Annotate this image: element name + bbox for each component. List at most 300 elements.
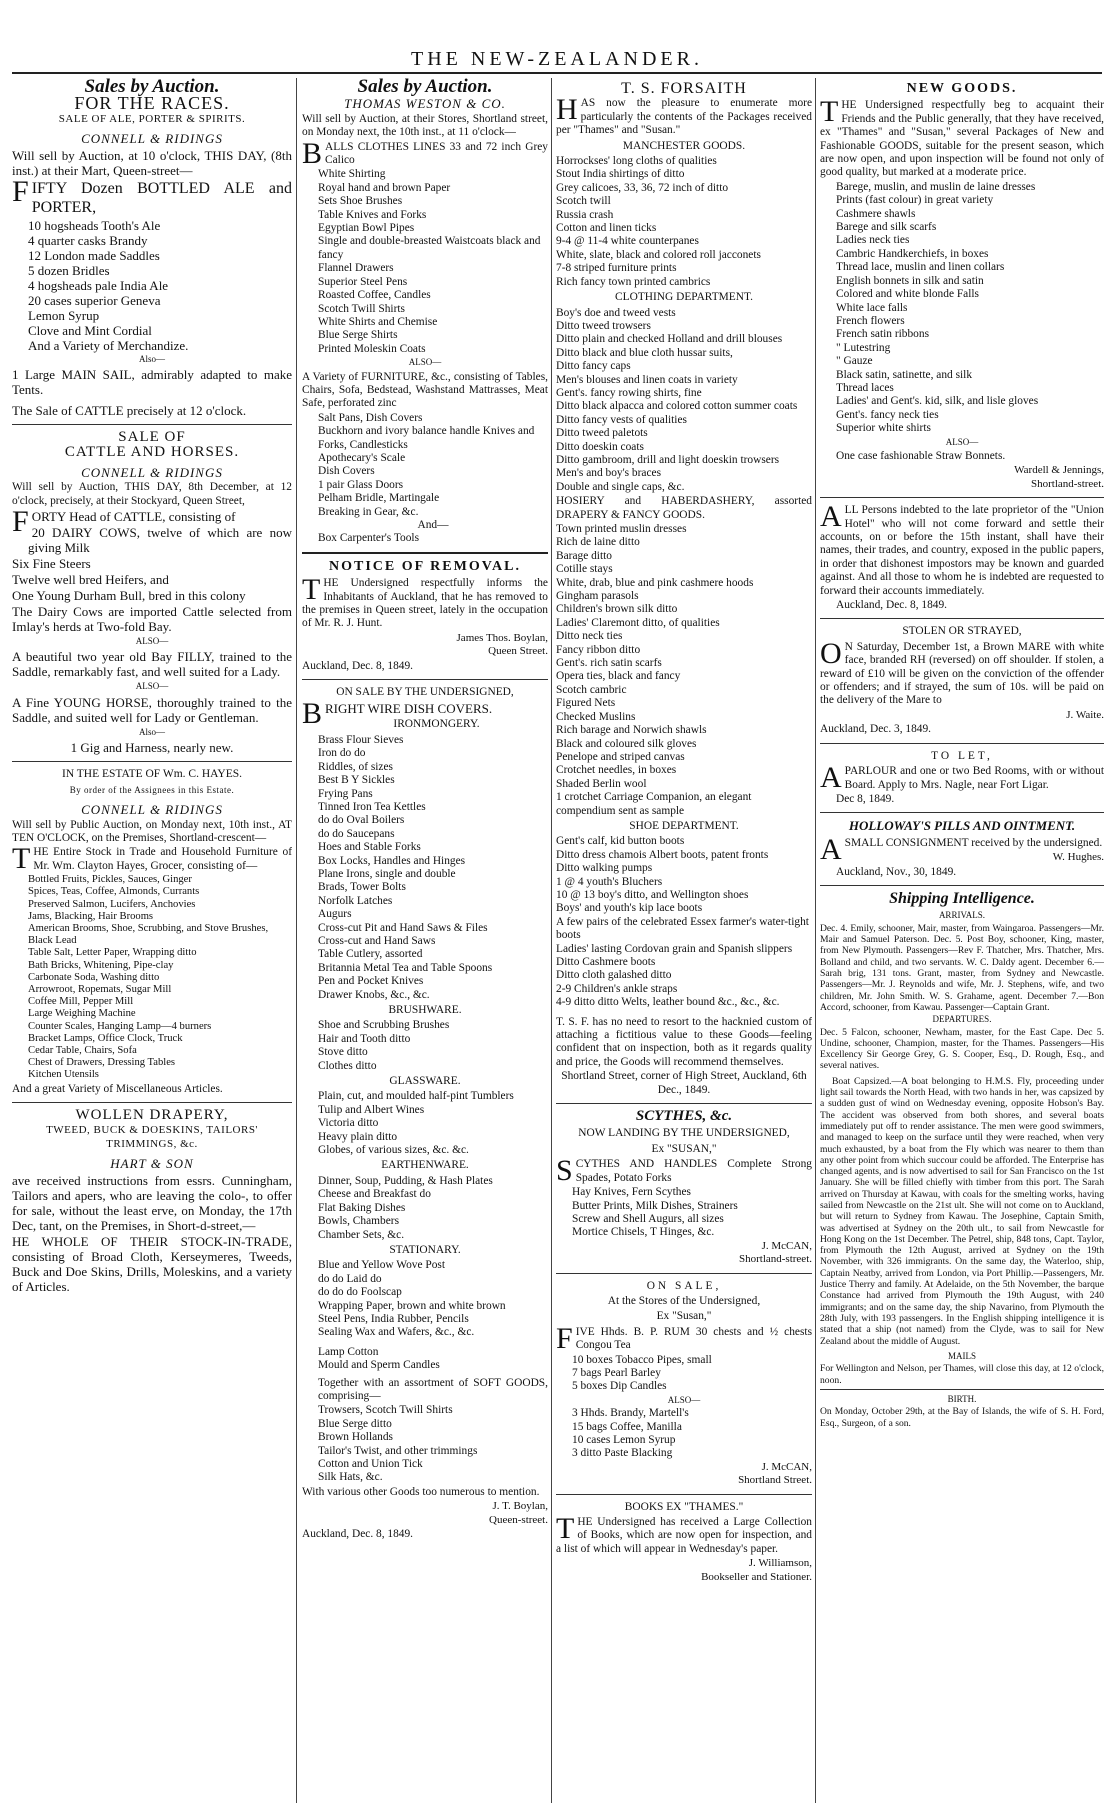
list-item: Butter Prints, Milk Dishes, Strainers bbox=[572, 1199, 738, 1212]
list-item: Boys' and youth's kip lace boots bbox=[556, 902, 703, 915]
list-item: Gent's. rich satin scarfs bbox=[556, 657, 662, 670]
list-item: Bracket Lamps, Office Clock, Truck bbox=[28, 1032, 183, 1044]
list-item: Lemon Syrup bbox=[28, 307, 100, 323]
list-item: do do Saucepans bbox=[318, 827, 395, 840]
list-item: Ditto Cashmere boots bbox=[556, 956, 656, 968]
list-item: Plane Irons, single and double bbox=[318, 867, 456, 880]
list-item: 1 crotchet Carriage Companion, an elegant compendium sent as sample bbox=[556, 791, 752, 817]
also-label: ALSO— bbox=[408, 357, 442, 368]
races-title: FOR THE RACES. bbox=[74, 93, 230, 114]
list-item: Table Cutlery, assorted bbox=[318, 948, 423, 961]
list-item: Brass Flour Sieves bbox=[318, 733, 404, 746]
section-heading: Sales by Auction. bbox=[84, 78, 220, 97]
divider bbox=[556, 1273, 812, 1274]
list-item: Scotch cambric bbox=[556, 683, 627, 696]
onsale-title: ON SALE, bbox=[646, 1279, 722, 1292]
list-item: Ditto plain and checked Holland and drill blouses bbox=[556, 333, 783, 346]
list-item: Tulip and Albert Wines bbox=[318, 1103, 425, 1116]
list-item: Victoria ditto bbox=[318, 1117, 379, 1130]
list-item: do do Laid do bbox=[318, 1272, 382, 1285]
cattle-note: The Sale of CATTLE precisely at 12 o'clock. bbox=[12, 403, 247, 419]
list-item: Brads, Tower Bolts bbox=[318, 881, 406, 894]
list-item: Dish Covers bbox=[318, 465, 375, 478]
list-item: Single and double-breasted Waistcoats black and fancy bbox=[318, 235, 541, 261]
list-item: Cheese and Breakfast do bbox=[318, 1188, 431, 1201]
column-divider bbox=[815, 78, 816, 1803]
list-item: English bonnets in silk and satin bbox=[836, 274, 984, 287]
list-item: Cotton and Union Tick bbox=[318, 1458, 423, 1470]
list-item: 1 @ 4 youth's Bluchers bbox=[556, 875, 663, 888]
list-item: Cross-cut and Hand Saws bbox=[318, 934, 436, 947]
list-item: Bath Bricks, Whitening, Pipe-clay bbox=[28, 959, 174, 971]
also-label: ALSO— bbox=[667, 1394, 701, 1405]
list-item: Ditto doeskin coats bbox=[556, 440, 644, 453]
brushware-items bbox=[302, 1019, 548, 1073]
removal-title: NOTICE OF REMOVAL. bbox=[329, 558, 521, 574]
removal-body: THE Undersigned respectfully informs the Inhabitants of Auckland, that he has removed to the premises in Queen street, lately in the occupation of Mr. R. J. Hunt. bbox=[302, 573, 548, 630]
list-item: " Lutestring bbox=[836, 341, 891, 354]
list-item: Best B Y Sickles bbox=[318, 774, 395, 787]
list-item: 3 ditto Paste Blacking bbox=[572, 1447, 673, 1460]
list-item: Blue Serge ditto bbox=[318, 1417, 392, 1430]
divider bbox=[820, 1389, 1104, 1390]
list-item: Chamber Sets, &c. bbox=[318, 1228, 405, 1241]
category-heading: HOSIERY and HABERDASHERY, assorted DRAPERY & FANCY GOODS. bbox=[556, 495, 812, 521]
list-item: Double and single caps, &c. bbox=[556, 480, 685, 493]
list-item: Cedar Table, Chairs, Sofa bbox=[28, 1044, 137, 1056]
gig-lot: 1 Gig and Harness, nearly new. bbox=[70, 740, 234, 756]
date: Auckland, Nov., 30, 1849. bbox=[836, 865, 957, 878]
list-item: Steel Pens, India Rubber, Pencils bbox=[318, 1312, 469, 1325]
list-item: 4-9 ditto ditto Welts, leather bound &c., &c., &c. bbox=[556, 996, 780, 1009]
list-item: Frying Pans bbox=[318, 787, 373, 800]
weston-lot: BALLS CLOTHES LINES 33 and 72 inch Grey Calico bbox=[302, 136, 548, 170]
shipping-title: Shipping Intelligence. bbox=[889, 889, 1035, 907]
list-item: Ditto gambroom, drill and light doeskin trowsers bbox=[556, 453, 780, 466]
list-item: Clove and Mint Cordial bbox=[28, 322, 152, 338]
forsaith-closing: T. S. F. has no need to resort to the hacknied custom of attaching a fictitious value to these Goods—feeling confident that on inspection, both as it regards quality and price, the Goods will recommend themselves. bbox=[556, 1015, 812, 1068]
furniture-lot: A Variety of FURNITURE, &c., consisting of Tables, Chairs, Sofa, Bedstead, Washstand Mattrasses, Meat Safe, perforated zinc bbox=[302, 370, 548, 410]
forsaith-address: Shortland Street, corner of High Street, Auckland, 6th Dec., 1849. bbox=[561, 1070, 807, 1096]
drapery-title: WOLLEN DRAPERY, bbox=[75, 1106, 229, 1123]
stolen-title: STOLEN OR STRAYED, bbox=[902, 625, 1022, 638]
list-item: Table Knives and Forks bbox=[318, 208, 427, 221]
list-item: Crotchet needles, in boxes bbox=[556, 764, 677, 777]
list-item: Gingham parasols bbox=[556, 590, 639, 603]
list-item: 20 cases superior Geneva bbox=[28, 292, 161, 308]
list-item: Penelope and striped canvas bbox=[556, 750, 685, 763]
list-item: Hay Knives, Fern Scythes bbox=[572, 1186, 691, 1199]
list-item: Ditto tweed paletots bbox=[556, 427, 648, 440]
list-item: Boy's doe and tweed vests bbox=[556, 306, 676, 319]
departures-heading: DEPARTURES. bbox=[932, 1014, 992, 1025]
list-item: Barege and silk scarfs bbox=[836, 221, 937, 234]
list-item: Town printed muslin dresses bbox=[556, 523, 687, 535]
also-label: ALSO— bbox=[135, 636, 169, 647]
category-heading: CLOTHING DEPARTMENT. bbox=[615, 291, 753, 304]
list-item: Screw and Shell Augurs, all sizes bbox=[572, 1212, 724, 1225]
list-item: Heavy plain ditto bbox=[318, 1130, 398, 1143]
list-item: 3 Hhds. Brandy, Martell's bbox=[572, 1407, 689, 1420]
list-item: Sets Shoe Brushes bbox=[318, 195, 403, 208]
list-item: 9-4 @ 11-4 white counterpanes bbox=[556, 235, 699, 248]
auctioneer: CONNELL & RIDINGS bbox=[81, 802, 223, 818]
union-hotel-notice: ALL Persons indebted to the late proprietor of the "Union Hotel" who will not come forward and settle their accounts, on or before the 15th instant, shall have their names, their trades, and country, exposed in the public papers, in order that dishonest impostors may be known and guarded against. And all those to whom he is indebted are requested to forward their accounts immediately. bbox=[820, 500, 1104, 597]
list-item: Opera ties, black and fancy bbox=[556, 670, 681, 683]
list-item: Shaded Berlin wool bbox=[556, 777, 647, 790]
list-item: Shoe and Scrubbing Brushes bbox=[318, 1019, 450, 1032]
onsale-items-2 bbox=[556, 1407, 812, 1461]
list-item: Pen and Pocket Knives bbox=[318, 975, 424, 988]
list-item: Box Locks, Handles and Hinges bbox=[318, 854, 466, 867]
divider bbox=[820, 885, 1104, 886]
onsale-title: ON SALE BY THE UNDERSIGNED, bbox=[336, 686, 514, 699]
signature: J. McCAN, bbox=[761, 1239, 812, 1252]
forsaith-title: T. S. FORSAITH bbox=[621, 80, 747, 97]
divider bbox=[820, 812, 1104, 813]
list-item: Fancy ribbon ditto bbox=[556, 643, 641, 656]
ironmongery-items bbox=[302, 734, 548, 1002]
divider bbox=[302, 552, 548, 554]
column-3 bbox=[556, 78, 812, 1803]
section-heading: Sales by Auction. bbox=[357, 78, 493, 97]
list-item: Cross-cut Pit and Hand Saws & Files bbox=[318, 921, 488, 934]
soft-goods-intro: Together with an assortment of SOFT GOODS, comprising— bbox=[318, 1376, 548, 1402]
list-item: Mould and Sperm Candles bbox=[318, 1359, 440, 1372]
signature: Shortland-street. bbox=[738, 1253, 812, 1266]
list-item: White Shirts and Chemise bbox=[318, 315, 438, 328]
signature: Wardell & Jennings, bbox=[1014, 464, 1104, 477]
column-4 bbox=[820, 78, 1104, 1803]
list-item: Ditto cloth galashed ditto bbox=[556, 969, 672, 982]
birth-text: On Monday, October 29th, at the Bay of Islands, the wife of S. H. Ford, Esq., Surgeon, of a son. bbox=[820, 1406, 1104, 1429]
list-item: Cashmere shawls bbox=[836, 207, 916, 220]
auctioneer: CONNELL & RIDINGS bbox=[81, 131, 223, 147]
list-item: Salt Pans, Dish Covers bbox=[318, 411, 423, 424]
estate-items bbox=[12, 874, 292, 1081]
scythes-items bbox=[556, 1186, 812, 1240]
signature: Shortland-street. bbox=[1030, 477, 1104, 490]
list-item: 4 hogsheads pale India Ale bbox=[28, 277, 169, 293]
cattle-intro: Will sell by Auction, THIS DAY, 8th December, at 12 o'clock, precisely, at their Stockyard, Queen Street, bbox=[12, 481, 292, 507]
column-1 bbox=[12, 78, 292, 1803]
estate-lot: THE Entire Stock in Trade and Household Furniture of Mr. Wm. Clayton Hayes, Grocer, consisting of— bbox=[12, 842, 292, 876]
list-item: Carbonate Soda, Washing ditto bbox=[28, 971, 160, 983]
list-item: Roasted Coffee, Candles bbox=[318, 289, 431, 302]
list-item: Russia crash bbox=[556, 208, 614, 221]
list-item: White, slate, black and colored roll jacconets bbox=[556, 248, 761, 261]
signature: J. Williamson, bbox=[748, 1557, 812, 1570]
list-item: Cotille stays bbox=[556, 563, 613, 576]
list-item: Thread laces bbox=[836, 381, 894, 394]
category-heading: STATIONARY. bbox=[389, 1243, 461, 1256]
cattle-lot: FORTY Head of CATTLE, consisting of bbox=[12, 505, 236, 539]
list-item: Rich de laine ditto bbox=[556, 536, 640, 549]
list-item: Globes, of various sizes, &c. &c. bbox=[318, 1144, 469, 1157]
cattle-title-2: CATTLE AND HORSES. bbox=[64, 444, 240, 461]
mails-heading: MAILS bbox=[947, 1350, 976, 1361]
list-item: Printed Moleskin Coats bbox=[318, 342, 426, 355]
list-item: Ditto neck ties bbox=[556, 630, 623, 643]
column-divider bbox=[296, 78, 297, 1803]
list-item: 7-8 striped furniture prints bbox=[556, 262, 677, 275]
list-item: 12 London made Saddles bbox=[28, 247, 160, 263]
list-item: Stove ditto bbox=[318, 1046, 368, 1059]
stationary-items bbox=[302, 1259, 548, 1339]
list-item: Pelham Bridle, Martingale bbox=[318, 492, 440, 505]
list-item: Ladies' Claremont ditto, of qualities bbox=[556, 616, 720, 629]
arrivals-heading: ARRIVALS. bbox=[938, 910, 986, 921]
list-item: Blue and Yellow Wove Post bbox=[318, 1259, 446, 1272]
manchester-items bbox=[556, 155, 812, 289]
list-item: Figured Nets bbox=[556, 697, 616, 710]
also-label: Also— bbox=[138, 353, 165, 364]
list-item: And— bbox=[417, 519, 449, 531]
list-item: Scotch twill bbox=[556, 195, 611, 208]
list-item: Sealing Wax and Wafers, &c., &c. bbox=[318, 1326, 475, 1339]
list-item: Black satin, satinette, and silk bbox=[836, 368, 973, 381]
list-item: Buckhorn and ivory balance handle Knives and Forks, Candlesticks bbox=[318, 425, 535, 451]
cattle-line: Six Fine Steers bbox=[12, 556, 91, 572]
filly-lot: A beautiful two year old Bay FILLY, trained to the Saddle, remarkably fast, and well suited for a Lady. bbox=[12, 649, 292, 680]
list-item: Ditto walking pumps bbox=[556, 862, 653, 875]
weston-items bbox=[302, 168, 548, 356]
category-heading: GLASSWARE. bbox=[389, 1075, 461, 1088]
list-item: Apothecary's Scale bbox=[318, 451, 406, 464]
list-item: White, drab, blue and pink cashmere hoods bbox=[556, 576, 754, 589]
date: Auckland, Dec. 3, 1849. bbox=[820, 723, 932, 736]
races-intro: Will sell by Auction, at 10 o'clock, THIS DAY, (8th inst.) at their Mart, Queen-street— bbox=[12, 147, 292, 178]
column-divider bbox=[551, 78, 552, 1803]
list-item: Checked Muslins bbox=[556, 710, 636, 723]
masthead: THE NEW-ZEALANDER. bbox=[411, 48, 703, 70]
stolen-body: ON Saturday, December 1st, a Brown MARE with white face, branded RH (reversed) on off shoulder. If stolen, a reward of £10 will be given on the conviction of the offender or offenders; and if strayed, the sum of 10s. will be paid on the delivery of the Mare to bbox=[820, 636, 1104, 707]
divider bbox=[556, 1103, 812, 1104]
list-item: Ditto tweed trowsers bbox=[556, 319, 651, 332]
auctioneer: THOMAS WESTON & CO. bbox=[344, 96, 506, 112]
list-item: Plain, cut, and moulded half-pint Tumblers bbox=[318, 1090, 514, 1103]
list-item: " Gauze bbox=[836, 355, 873, 368]
list-item: 5 boxes Dip Candles bbox=[572, 1380, 667, 1393]
list-item: Kitchen Utensils bbox=[28, 1069, 99, 1081]
new-goods-intro: THE Undersigned respectfully beg to acquaint their Friends and the Public generally, that they have received, ex "Thames" and "Susan," several Packages of New and Fashionable GOODS, suitable for the present season, which are now open, and upon inspection will be found not only of good quality, but marked at a moderate price. bbox=[820, 95, 1104, 179]
list-item: Gent's. fancy neck ties bbox=[836, 408, 939, 421]
misc-items bbox=[302, 1346, 548, 1373]
cattle-line: The Dairy Cows are imported Cattle selected from Imlay's herds at Two-fold Bay. bbox=[12, 604, 292, 635]
bonnets-lot: One case fashionable Straw Bonnets. bbox=[836, 449, 1006, 462]
list-item: Chest of Drawers, Dressing Tables bbox=[28, 1057, 176, 1069]
date: Auckland, Dec. 8, 1849. bbox=[302, 1528, 414, 1541]
signature: James Thos. Boylan, bbox=[456, 631, 548, 644]
list-item: do do Oval Boilers bbox=[318, 814, 405, 827]
birth-heading: BIRTH. bbox=[947, 1393, 977, 1404]
list-item: Blue Serge Shirts bbox=[318, 329, 398, 342]
onsale-lot: BRIGHT WIRE DISH COVERS. bbox=[302, 697, 493, 731]
onsale-closing: With various other Goods too numerous to mention. bbox=[302, 1485, 540, 1498]
list-item: Iron do do bbox=[318, 747, 366, 760]
list-item: Jams, Blacking, Hair Brooms bbox=[28, 910, 154, 922]
books-title: BOOKS EX "THAMES." bbox=[624, 1500, 744, 1513]
divider bbox=[820, 497, 1104, 498]
list-item: Bottled Fruits, Pickles, Sauces, Ginger bbox=[28, 874, 192, 886]
list-item: And a Variety of Merchandize. bbox=[28, 337, 189, 353]
cattle-line: Twelve well bred Heifers, and bbox=[12, 572, 169, 588]
signature: Bookseller and Stationer. bbox=[701, 1570, 812, 1583]
onsale-body: FIVE Hhds. B. P. RUM 30 chests and ½ chests Congou Tea bbox=[556, 1321, 812, 1355]
list-item: Cambric Handkerchiefs, in boxes bbox=[836, 247, 989, 260]
category-heading: EARTHENWARE. bbox=[381, 1159, 469, 1172]
list-item: Ditto fancy caps bbox=[556, 360, 631, 373]
list-item: Tinned Iron Tea Kettles bbox=[318, 800, 426, 813]
list-item: 5 dozen Bridles bbox=[28, 262, 110, 278]
list-item: Drawer Knobs, &c., &c. bbox=[318, 988, 430, 1001]
holloway-body: ASMALL CONSIGNMENT received by the undersigned. bbox=[820, 832, 1103, 866]
glassware-items bbox=[302, 1090, 548, 1157]
list-item: Ditto black alpacca and colored cotton summer coats bbox=[556, 400, 798, 413]
date: Auckland, Dec. 8, 1849. bbox=[302, 659, 414, 672]
divider bbox=[302, 679, 548, 680]
divider bbox=[556, 1494, 812, 1495]
horse-lot: A Fine YOUNG HORSE, thoroughly trained to the Saddle, and suited well for Lady or Gentleman. bbox=[12, 694, 292, 725]
shipping-news: Boat Capsized.—A boat belonging to H.M.S. Fly, proceeding under light sail towards the North Head, with two hands in her, was capsized by a sudden gust of wind on Wednesday evening, opposite Hobson's Bay. The accident was observed from both shores, and several boats immediately put off to render assistance. The men were good swimmers, and managed to keep on the surface until they were reached, when very much exhausted, by a boat from the Fly which was nearer to them than any other point from which succour could be afforded. The Enterprise has changed agents, and is now advertised to sail for San Francisco on the 1st January. She will be filled chiefly with timber from this port. The Sarah arrived on Thursday at Kawau, with coals for the smelting works, having sailed from Newcastle on the 21st ult. She will not come on to Auckland, but will return to Sydney from Kawau. The Josephine, Captain Smith, was advertised at Sydney on the 20th ult., to sail from Newcastle for Hong Kong on the 1st December. The Petrel, ship, 848 tons, Capt. Taylor, from Plymouth the 12th August, arrived at Sydney on the 19th November, with 326 immigrants. On the same day, the Waterloo, ship, Captain Neatby, arrived from London, via Port Phillip.—Passengers, Mr. Justice Therry and family. At Adelaide, on the 5th November, the barque Constance had arrived from Plymouth the 19th August, with 240 immigrants; and on the same day, the ship Navarino, from Plymouth the 28th July, with 193 passengers. In the English shipping intelligence it is stated that a ship (not named) from the Clyde, was to sail for New Zealand about the middle of August. bbox=[820, 1075, 1104, 1347]
list-item: American Brooms, Shoe, Scrubbing, and Stove Brushes, Black Lead bbox=[28, 922, 269, 947]
tolet-title: TO LET, bbox=[931, 749, 993, 762]
signature: J. Waite. bbox=[1066, 708, 1104, 721]
list-item: Cotton and linen ticks bbox=[556, 222, 657, 235]
signature: J. T. Boylan, bbox=[492, 1500, 548, 1513]
list-item: Gent's. fancy rowing shirts, fine bbox=[556, 386, 702, 399]
signature: J. McCAN, bbox=[761, 1460, 812, 1473]
list-item: Horrockses' long cloths of qualities bbox=[556, 155, 717, 168]
divider bbox=[820, 618, 1104, 619]
scythes-title: SCYTHES, &c. bbox=[635, 1108, 733, 1125]
list-item: Trowsers, Scotch Twill Shirts bbox=[318, 1404, 453, 1417]
list-item: Ladies neck ties bbox=[836, 234, 910, 247]
list-item: 2-9 Children's ankle straps bbox=[556, 982, 678, 995]
divider bbox=[820, 743, 1104, 744]
signature: Queen Street. bbox=[488, 645, 548, 658]
scythes-subtitle: NOW LANDING BY THE UNDERSIGNED, bbox=[578, 1127, 790, 1140]
cattle-line: 20 DAIRY COWS, twelve of which are now giving Milk bbox=[28, 525, 292, 556]
cattle-title: SALE OF bbox=[118, 429, 186, 446]
list-item: Superior Steel Pens bbox=[318, 275, 408, 288]
list-item: 7 bags Pearl Barley bbox=[572, 1366, 661, 1379]
list-item: 10 @ 13 boy's ditto, and Wellington shoes bbox=[556, 888, 749, 901]
estate-intro: Will sell by Public Auction, on Monday next, 10th inst., AT TEN O'CLOCK, on the Premises, Shortland-crescent— bbox=[12, 818, 292, 844]
list-item: Clothes ditto bbox=[318, 1059, 377, 1072]
divider bbox=[12, 424, 292, 425]
list-item: do do do Foolscap bbox=[318, 1286, 402, 1299]
list-item: Ditto fancy vests of qualities bbox=[556, 413, 687, 426]
date: Auckland, Dec. 8, 1849. bbox=[836, 599, 948, 612]
list-item: Lamp Cotton bbox=[318, 1345, 379, 1358]
list-item: Scotch Twill Shirts bbox=[318, 302, 405, 315]
list-item: Brown Hollands bbox=[318, 1431, 393, 1444]
also-label: ALSO— bbox=[135, 681, 169, 692]
tolet-body: APARLOUR and one or two Bed Rooms, with or without Board. Apply to Mrs. Nagle, near Fort Ligar. bbox=[820, 761, 1104, 795]
list-item: Wrapping Paper, brown and white brown bbox=[318, 1299, 506, 1312]
date: Dec 8, 1849. bbox=[836, 792, 895, 805]
list-item: French flowers bbox=[836, 314, 905, 327]
list-item: A few pairs of the celebrated Essex farmer's water-tight boots bbox=[556, 915, 809, 942]
clothing-items bbox=[556, 307, 812, 495]
list-item: Egyptian Bowl Pipes bbox=[318, 222, 415, 235]
scythes-body: SCYTHES AND HANDLES Complete Strong Spades, Potato Forks bbox=[556, 1154, 812, 1188]
list-item: Silk Hats, &c. bbox=[318, 1471, 383, 1484]
list-item: Men's and boy's braces bbox=[556, 467, 662, 480]
signature: Shortland Street. bbox=[738, 1474, 812, 1487]
list-item: 10 hogsheads Tooth's Ale bbox=[28, 217, 161, 233]
estate-title: IN THE ESTATE OF Wm. C. HAYES. bbox=[61, 768, 242, 781]
list-item: Children's brown silk ditto bbox=[556, 603, 678, 616]
list-item: Flannel Drawers bbox=[318, 262, 394, 275]
list-item: Coffee Mill, Pepper Mill bbox=[28, 996, 134, 1008]
arrivals-text: Dec. 4. Emily, schooner, Mair, master, from Waingaroa. Passengers—Mr. Mair and Samuel Paterson. Dec. 5. Post Boy, schooner, King, master, from New Plymouth. Passengers—Rev F. Thatcher, Mrs. Thatcher, Mrs. Bolland and child, and two servants. W. C. Daldy agent. December 6.—Sarah brig, 131 tons. Grant, master, from Sydney and Newcastle. Passengers—Mr. J. Reynolds and wife, Mr. J. Stephens, wife, and two children, Mr. John Smith. W. S. Grahame, agent. December 7.—Bon Accord, schooner, from Kawau. Passenger—Captain Grant. bbox=[820, 922, 1104, 1013]
list-item: Mortice Chisels, T Hinges, &c. bbox=[572, 1226, 715, 1239]
list-item: Men's blouses and linen coats in variety bbox=[556, 373, 738, 386]
drapery-subtitle: TWEED, BUCK & DOESKINS, TAILORS' TRIMMINGS, &c. bbox=[46, 1124, 258, 1150]
furniture-items bbox=[302, 412, 548, 546]
estate-subtitle: By order of the Assignees in this Estate. bbox=[69, 784, 235, 795]
signature: Queen-street. bbox=[489, 1513, 548, 1526]
list-item: Colored and white blonde Falls bbox=[836, 288, 979, 301]
list-item: Stout India shirtings of ditto bbox=[556, 168, 685, 181]
new-goods-items bbox=[820, 181, 1104, 436]
top-rule bbox=[12, 72, 1102, 74]
divider bbox=[12, 1102, 292, 1103]
races-subtitle: SALE OF ALE, PORTER & SPIRITS. bbox=[58, 112, 246, 125]
list-item: Hair and Tooth ditto bbox=[318, 1032, 411, 1045]
list-item: Preserved Salmon, Lucifers, Anchovies bbox=[28, 898, 196, 910]
list-item: Spices, Teas, Coffee, Almonds, Currants bbox=[28, 886, 200, 898]
list-item: Rich fancy town printed cambrics bbox=[556, 275, 711, 288]
list-item: Prints (fast colour) in great variety bbox=[836, 194, 994, 207]
signature: W. Hughes. bbox=[1052, 851, 1104, 864]
hosiery-items bbox=[556, 523, 812, 818]
category-heading: BRUSHWARE. bbox=[388, 1004, 462, 1016]
books-body: THE Undersigned has received a Large Collection of Books, which are now open for inspection, and a list of which will appear in Wednesday's paper. bbox=[556, 1512, 812, 1555]
list-item: Table Salt, Letter Paper, Wrapping ditto bbox=[28, 947, 197, 959]
list-item: Arrowroot, Ropemats, Sugar Mill bbox=[28, 983, 172, 995]
scythes-subtitle-2: Ex "SUSAN," bbox=[651, 1142, 717, 1155]
list-item: Ladies' and Gent's. kid, silk, and lisle gloves bbox=[836, 395, 1039, 408]
list-item: Ladies' lasting Cordovan grain and Spanish slippers bbox=[556, 942, 793, 955]
soft-goods-items bbox=[302, 1404, 548, 1484]
list-item: Britannia Metal Tea and Table Spoons bbox=[318, 961, 493, 974]
list-item: Breaking in Gear, &c. bbox=[318, 505, 419, 518]
list-item: Flat Baking Dishes bbox=[318, 1201, 406, 1214]
onsale-items bbox=[556, 1354, 812, 1394]
list-item: 1 pair Glass Doors bbox=[318, 478, 404, 491]
list-item: Dinner, Soup, Pudding, & Hash Plates bbox=[318, 1174, 493, 1187]
list-item: Barege, muslin, and muslin de laine dresses bbox=[836, 180, 1036, 193]
list-item: Tailor's Twist, and other trimmings bbox=[318, 1444, 478, 1457]
list-item: Barage ditto bbox=[556, 549, 612, 562]
list-item: White lace falls bbox=[836, 301, 908, 314]
list-item: Riddles, of sizes bbox=[318, 760, 393, 773]
list-item: Large Weighing Machine bbox=[28, 1008, 136, 1020]
races-lot: FIFTY Dozen BOTTLED ALE and PORTER, bbox=[12, 174, 292, 216]
divider bbox=[12, 761, 292, 762]
onsale-subtitle-2: Ex "Susan," bbox=[656, 1310, 712, 1323]
list-item: Grey calicoes, 33, 36, 72 inch of ditto bbox=[556, 181, 729, 194]
category-heading: IRONMONGERY. bbox=[393, 718, 480, 731]
list-item: Augurs bbox=[318, 908, 352, 921]
list-item: Black and coloured silk gloves bbox=[556, 737, 697, 750]
auctioneer: CONNELL & RIDINGS bbox=[81, 464, 223, 480]
shoe-items bbox=[556, 835, 812, 1009]
list-item: White Shirting bbox=[318, 168, 386, 181]
